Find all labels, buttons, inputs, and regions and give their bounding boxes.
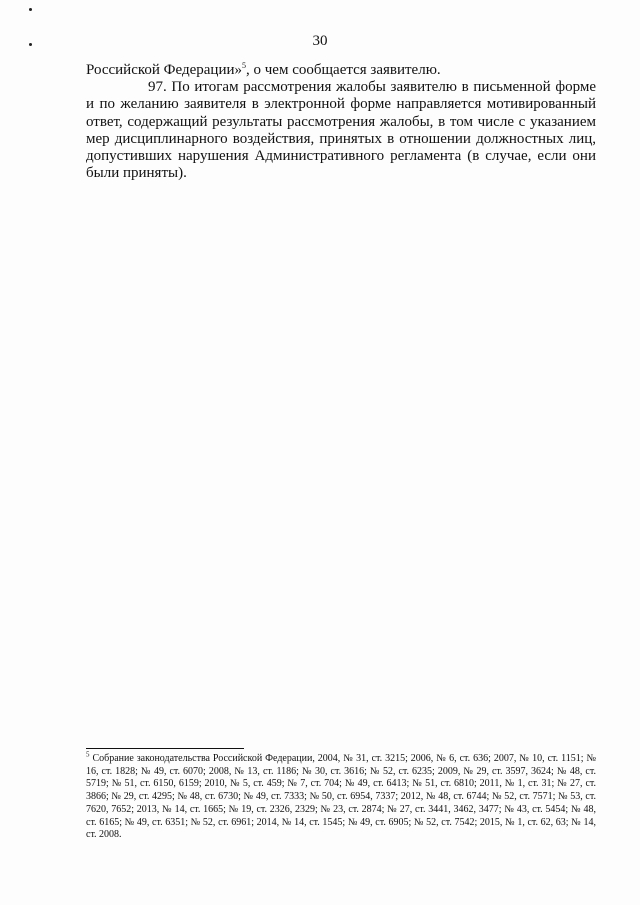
footnote-reference: 5: [242, 61, 247, 70]
body-text: [86, 62, 596, 182]
footnote-text: Собрание законодательства Российской Федерации, 2004, № 31, ст. 3215; 2006, № 6, ст. 636; 2007, № 10, ст. 1151; № 16, ст. 1828; № 49, ст. 6070; 2008, № 13, ст. 1186; № 30, ст. 3616; № 52, ст. 6235; 2009, № 29, ст. 3597, 3624; № 48, ст. 5719; № 51, ст. 6150, 6159; 2010, № 5, ст. 459; № 7, ст. 704; № 49, ст. 6413; № 51, ст. 6810; 2011, № 1, ст. 31; № 27, ст. 3866; № 29, ст. 4295; № 48, ст. 6730; № 49, ст. 7333; № 50, ст. 6954, 7337; 2012, № 48, ст. 6744; № 52, ст. 7571; № 53, ст. 7620, 7652; 2013, № 14, ст. 1665; № 19, ст. 2326, 2329; № 23, ст. 2874; № 27, ст. 3441, 3462, 3477; № 43, ст. 5454; № 48, ст. 6165; № 49, ст. 6351; № 52, ст. 6961; 2014, № 14, ст. 1545; № 49, ст. 6905; № 52, ст. 7542; 2015, № 1, ст. 62, 63; № 14, ст. 2008.: [86, 753, 596, 841]
continuation-tail: , о чем сообщается заявителю.: [246, 62, 441, 78]
scan-speck: [29, 8, 32, 11]
continuation-line: [86, 62, 596, 79]
footnote-marker: 5: [86, 750, 90, 759]
footnote-separator: [86, 748, 244, 749]
footnote: [86, 750, 596, 842]
page-number: 30: [312, 33, 328, 49]
continuation-text: Российской Федерации»: [86, 62, 243, 78]
paragraph-97: 97. По итогам рассмотрения жалобы заявителю в письменной форме и по желанию заявителя в электронной форме направляется мотивированный ответ, содержащий результаты рассмотрения жалобы, в том числе с указанием мер дисциплинарного воздействия, принятых в отношении должностных лиц, допустивших нарушения Административного регламента (в случае, если они были приняты).: [86, 79, 596, 182]
